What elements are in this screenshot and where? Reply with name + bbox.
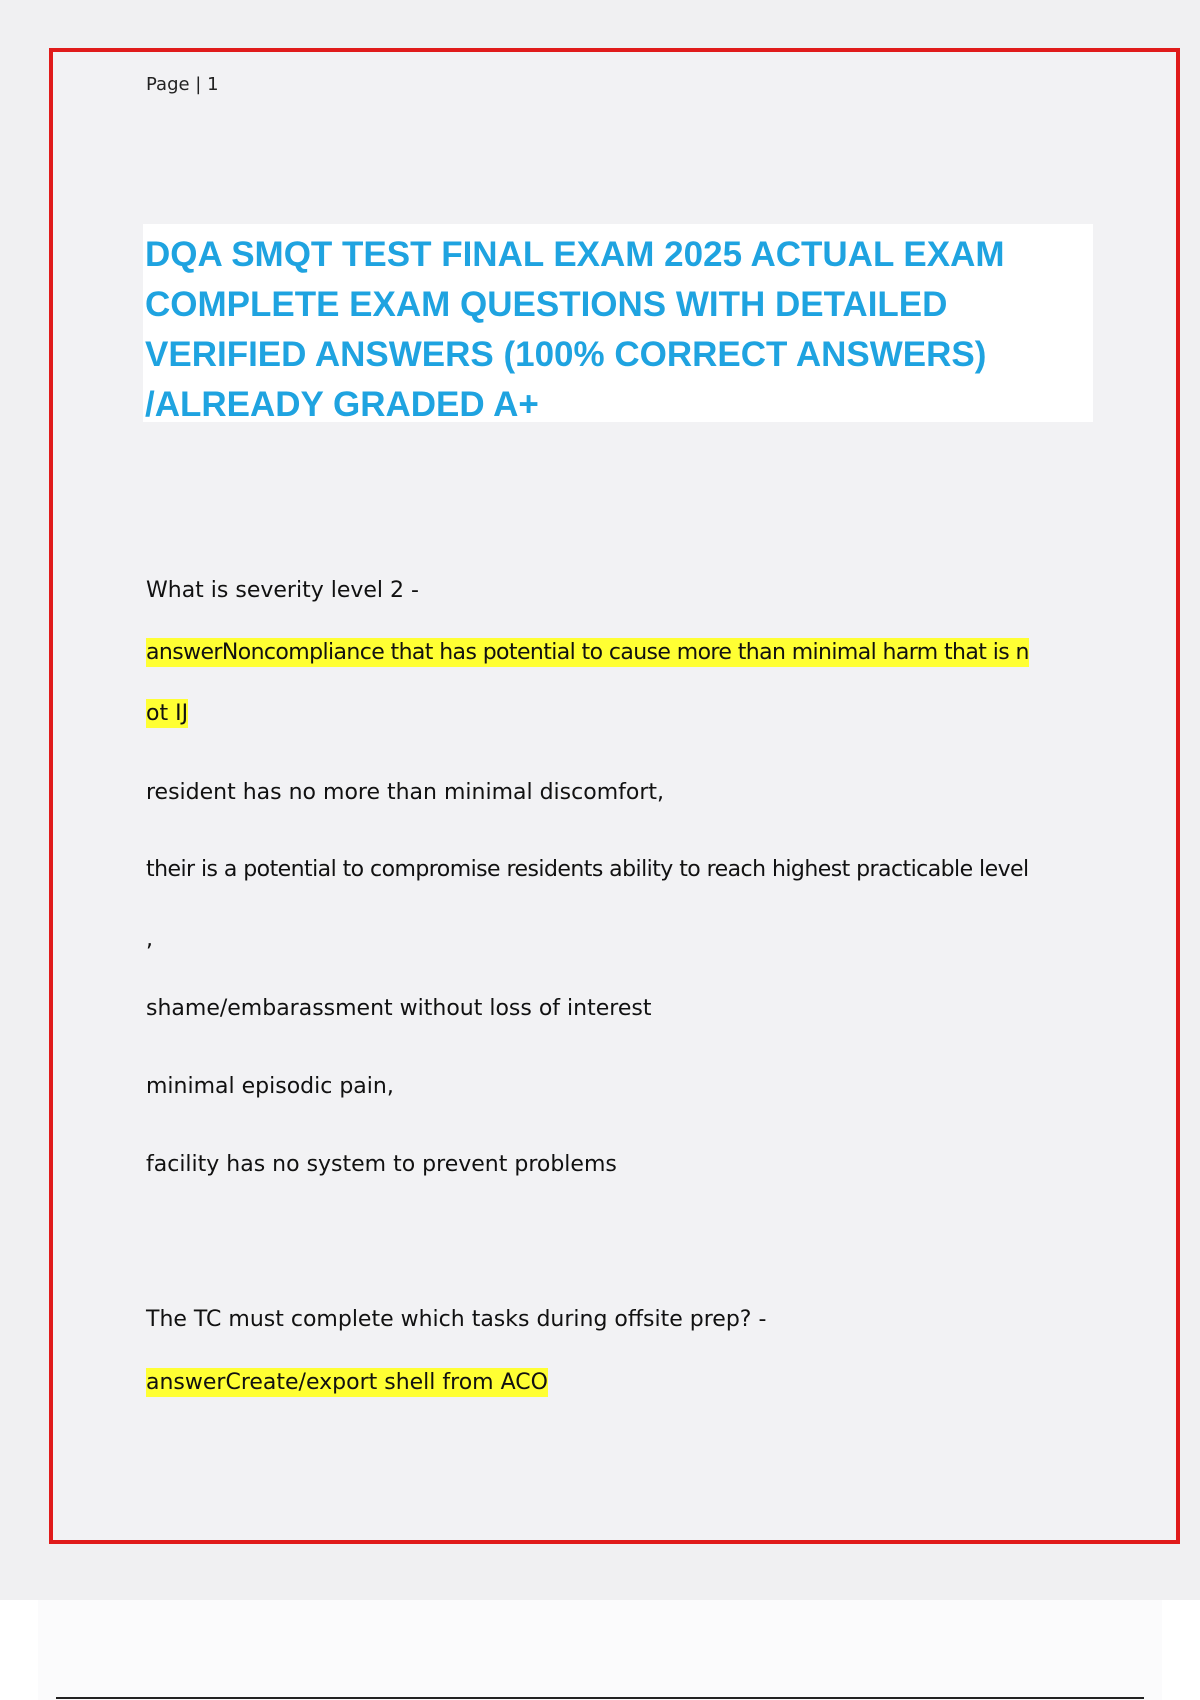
next-page-inner bbox=[38, 1600, 1162, 1700]
highlighted-answer: answerCreate/export shell from ACO bbox=[146, 1370, 548, 1395]
next-page-area bbox=[0, 1600, 1200, 1700]
title-line: VERIFIED ANSWERS (100% CORRECT ANSWERS) bbox=[145, 335, 987, 374]
answer-1-line-2 bbox=[146, 701, 188, 726]
page-number: Page | 1 bbox=[146, 74, 219, 95]
next-page-rule bbox=[56, 1697, 1144, 1699]
title-line: DQA SMQT TEST FINAL EXAM 2025 ACTUAL EXAM bbox=[145, 235, 1005, 274]
answer-1-detail: shame/embarassment without loss of interest bbox=[146, 996, 652, 1021]
answer-1-line-1 bbox=[146, 640, 1029, 665]
highlighted-answer: answerNoncompliance that has potential to cause more than minimal harm that is n bbox=[146, 640, 1029, 665]
answer-2-line-1 bbox=[146, 1370, 548, 1395]
question-2: The TC must complete which tasks during offsite prep? - bbox=[146, 1307, 767, 1332]
answer-1-detail: their is a potential to compromise residents ability to reach highest practicable level bbox=[146, 857, 1029, 882]
answer-1-detail: facility has no system to prevent problems bbox=[146, 1152, 617, 1177]
question-1: What is severity level 2 - bbox=[146, 578, 419, 603]
title-line: /ALREADY GRADED A+ bbox=[145, 385, 539, 424]
document-title bbox=[143, 224, 1093, 422]
answer-1-detail: resident has no more than minimal discomfort, bbox=[146, 780, 664, 805]
answer-1-detail: minimal episodic pain, bbox=[146, 1074, 394, 1099]
title-line: COMPLETE EXAM QUESTIONS WITH DETAILED bbox=[145, 285, 948, 324]
answer-1-detail: , bbox=[146, 927, 153, 952]
highlighted-answer: ot IJ bbox=[146, 701, 189, 726]
